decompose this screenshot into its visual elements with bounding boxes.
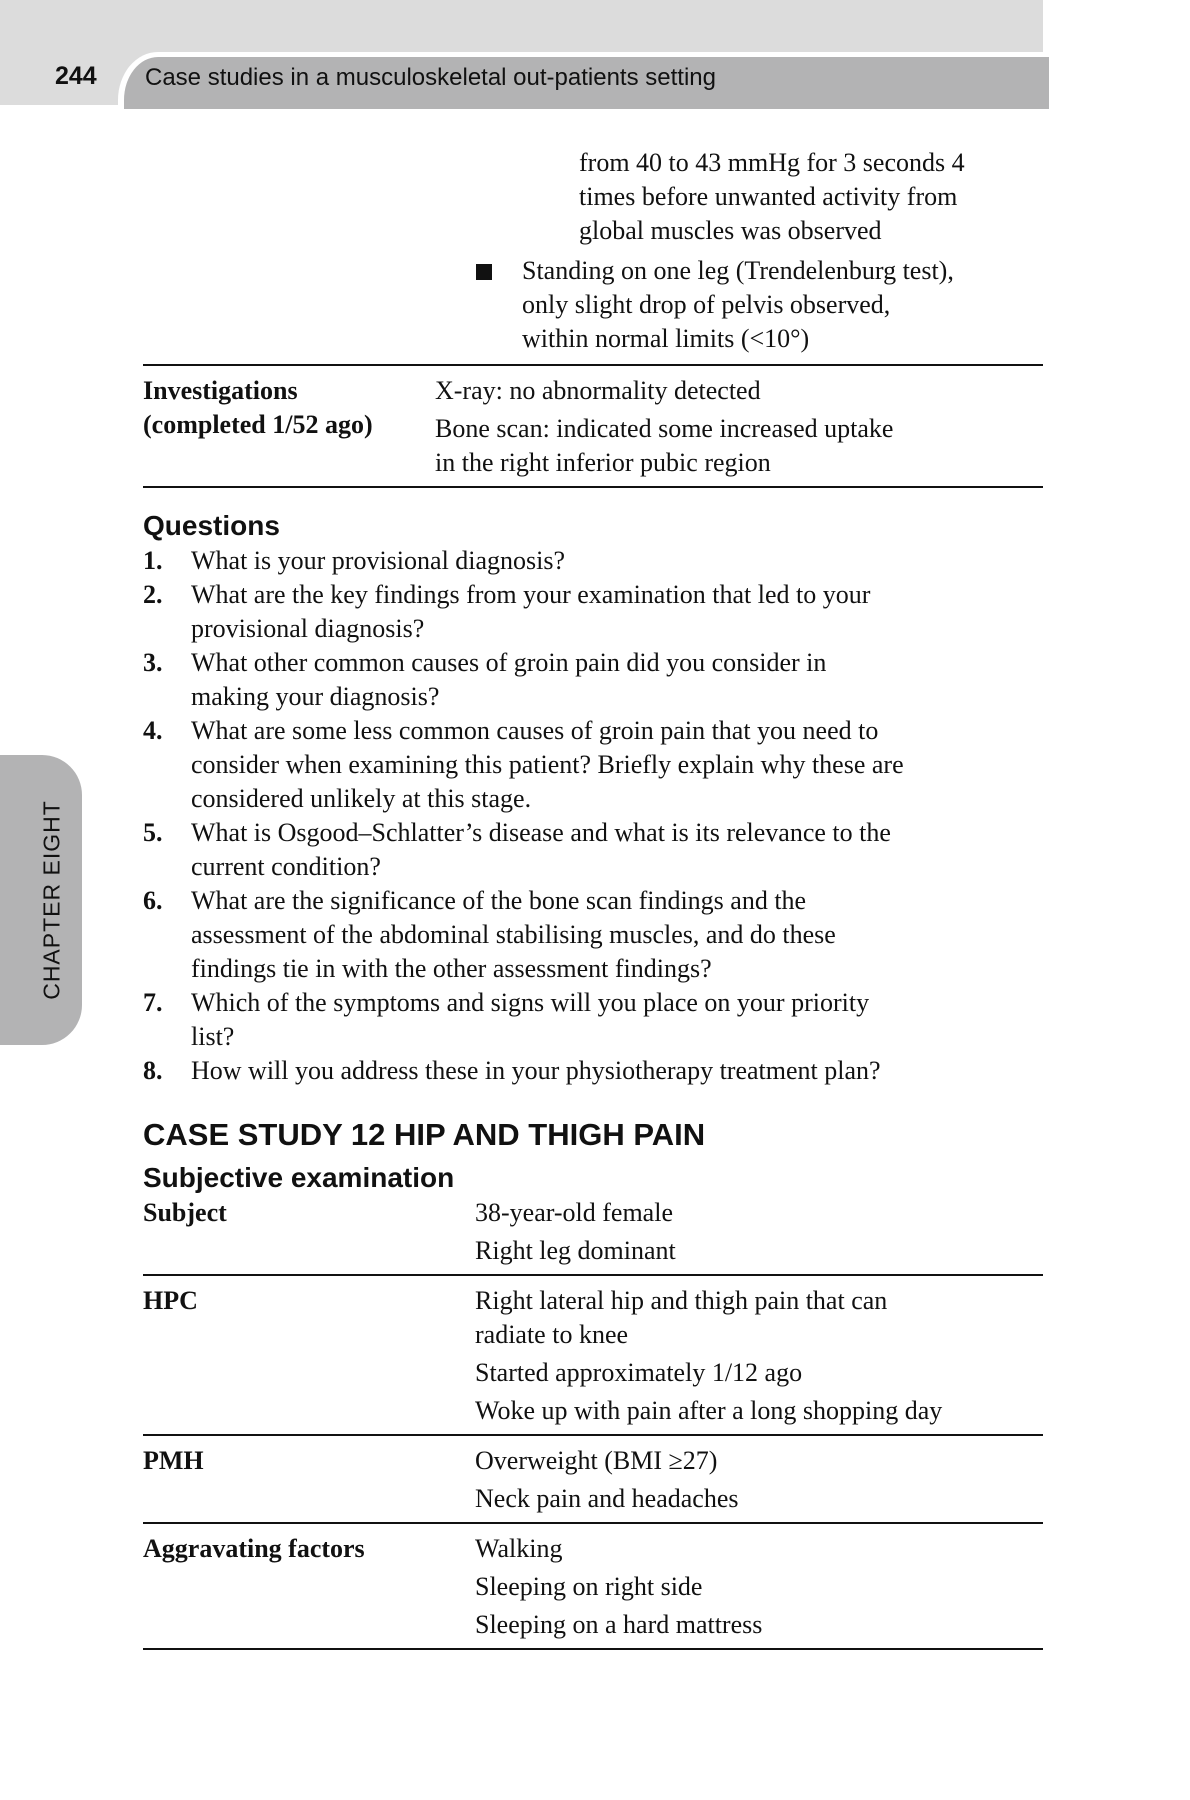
text-line: from 40 to 43 mmHg for 3 seconds 4 bbox=[579, 148, 965, 177]
text-line: Overweight (BMI ≥27) bbox=[475, 1446, 718, 1475]
text-line: consider when examining this patient? Briefly explain why these are bbox=[191, 750, 904, 779]
question-item bbox=[143, 884, 1043, 986]
question-text bbox=[191, 646, 826, 714]
question-text bbox=[191, 714, 904, 816]
text-line: Bone scan: indicated some increased uptake bbox=[435, 414, 894, 443]
questions-list bbox=[143, 544, 1043, 1088]
question-number: 1. bbox=[143, 546, 163, 575]
investigations-row bbox=[143, 364, 1043, 486]
question-item bbox=[143, 1054, 1043, 1088]
text-line: What is Osgood–Schlatter’s disease and what is its relevance to the bbox=[191, 818, 891, 847]
question-text bbox=[191, 816, 891, 884]
case-study-title: CASE STUDY 12 HIP AND THIGH PAIN bbox=[143, 1117, 706, 1152]
row-content bbox=[475, 1444, 1043, 1516]
text-line: findings tie in with the other assessment findings? bbox=[191, 954, 712, 983]
question-item bbox=[143, 714, 1043, 816]
question-item bbox=[143, 578, 1043, 646]
row-content bbox=[435, 374, 1043, 480]
table-row bbox=[143, 1274, 1043, 1434]
question-text bbox=[191, 544, 565, 578]
text-line: assessment of the abdominal stabilising muscles, and do these bbox=[191, 920, 836, 949]
questions-heading: Questions bbox=[143, 510, 280, 541]
row-content bbox=[475, 1196, 1043, 1268]
text-line: X-ray: no abnormality detected bbox=[435, 376, 761, 405]
text-line: list? bbox=[191, 1022, 235, 1051]
questions-section bbox=[143, 508, 1043, 1088]
question-number: 8. bbox=[143, 1056, 163, 1085]
text-line: Sleeping on a hard mattress bbox=[475, 1610, 763, 1639]
question-number: 5. bbox=[143, 818, 163, 847]
row-label: Aggravating factors bbox=[143, 1534, 365, 1563]
chapter-label: CHAPTER EIGHT bbox=[38, 800, 65, 1000]
question-number: 6. bbox=[143, 886, 163, 915]
running-title: Case studies in a musculoskeletal out-patients setting bbox=[145, 64, 716, 91]
page-number: 244 bbox=[55, 62, 97, 90]
question-number: 4. bbox=[143, 716, 163, 745]
text-line: 38-year-old female bbox=[475, 1198, 673, 1227]
text-line: Standing on one leg (Trendelenburg test), bbox=[522, 256, 954, 285]
question-text bbox=[191, 986, 869, 1054]
text-line: current condition? bbox=[191, 852, 381, 881]
question-item bbox=[143, 544, 1043, 578]
question-text bbox=[191, 1054, 881, 1088]
square-bullet-icon bbox=[476, 264, 492, 280]
row-content bbox=[475, 1284, 1043, 1428]
text-line: How will you address these in your physiotherapy treatment plan? bbox=[191, 1056, 881, 1085]
text-line: Walking bbox=[475, 1534, 563, 1563]
text-line: Which of the symptoms and signs will you place on your priority bbox=[191, 988, 870, 1017]
row-content bbox=[475, 1532, 1043, 1642]
text-line: in the right inferior pubic region bbox=[435, 448, 771, 477]
text-line: considered unlikely at this stage. bbox=[191, 784, 532, 813]
question-number: 2. bbox=[143, 580, 163, 609]
row-label bbox=[143, 374, 475, 480]
text-line: global muscles was observed bbox=[579, 216, 882, 245]
question-number: 7. bbox=[143, 988, 163, 1017]
text-line: times before unwanted activity from bbox=[579, 182, 958, 211]
text-line: radiate to knee bbox=[475, 1320, 629, 1349]
text-line: Started approximately 1/12 ago bbox=[475, 1358, 803, 1387]
text-line: Woke up with pain after a long shopping day bbox=[475, 1396, 943, 1425]
continuation-text bbox=[579, 146, 1043, 248]
question-item bbox=[143, 646, 1043, 714]
text-line: (completed 1/52 ago) bbox=[143, 410, 373, 439]
row-label: HPC bbox=[143, 1286, 198, 1315]
row-label: PMH bbox=[143, 1446, 204, 1475]
bullet-item bbox=[476, 254, 1043, 356]
question-number: 3. bbox=[143, 648, 163, 677]
table-rule bbox=[143, 486, 1043, 488]
row-label: Subject bbox=[143, 1198, 227, 1227]
question-text bbox=[191, 578, 870, 646]
text-line: only slight drop of pelvis observed, bbox=[522, 290, 891, 319]
text-line: Investigations bbox=[143, 376, 298, 405]
table-rule bbox=[143, 1648, 1043, 1650]
question-item bbox=[143, 816, 1043, 884]
case-study-section bbox=[143, 1116, 1043, 1650]
question-item bbox=[143, 986, 1043, 1054]
text-line: provisional diagnosis? bbox=[191, 614, 425, 643]
text-line: Right lateral hip and thigh pain that can bbox=[475, 1286, 888, 1315]
text-line: What is your provisional diagnosis? bbox=[191, 546, 566, 575]
text-line: What are the key findings from your examination that led to your bbox=[191, 580, 871, 609]
text-line: What are some less common causes of groin pain that you need to bbox=[191, 716, 879, 745]
text-line: Right leg dominant bbox=[475, 1236, 676, 1265]
subjective-heading: Subjective examination bbox=[143, 1162, 455, 1193]
text-line: What other common causes of groin pain did you consider in bbox=[191, 648, 827, 677]
text-line: Neck pain and headaches bbox=[475, 1484, 739, 1513]
table-row bbox=[143, 1434, 1043, 1522]
text-line: Sleeping on right side bbox=[475, 1572, 703, 1601]
question-text bbox=[191, 884, 836, 986]
table-row bbox=[143, 1196, 1043, 1274]
page-body bbox=[143, 146, 1043, 1650]
text-line: What are the significance of the bone scan findings and the bbox=[191, 886, 807, 915]
text-line: making your diagnosis? bbox=[191, 682, 440, 711]
subjective-table bbox=[143, 1196, 1043, 1648]
text-line: within normal limits (<10°) bbox=[522, 324, 810, 353]
table-row bbox=[143, 1522, 1043, 1648]
